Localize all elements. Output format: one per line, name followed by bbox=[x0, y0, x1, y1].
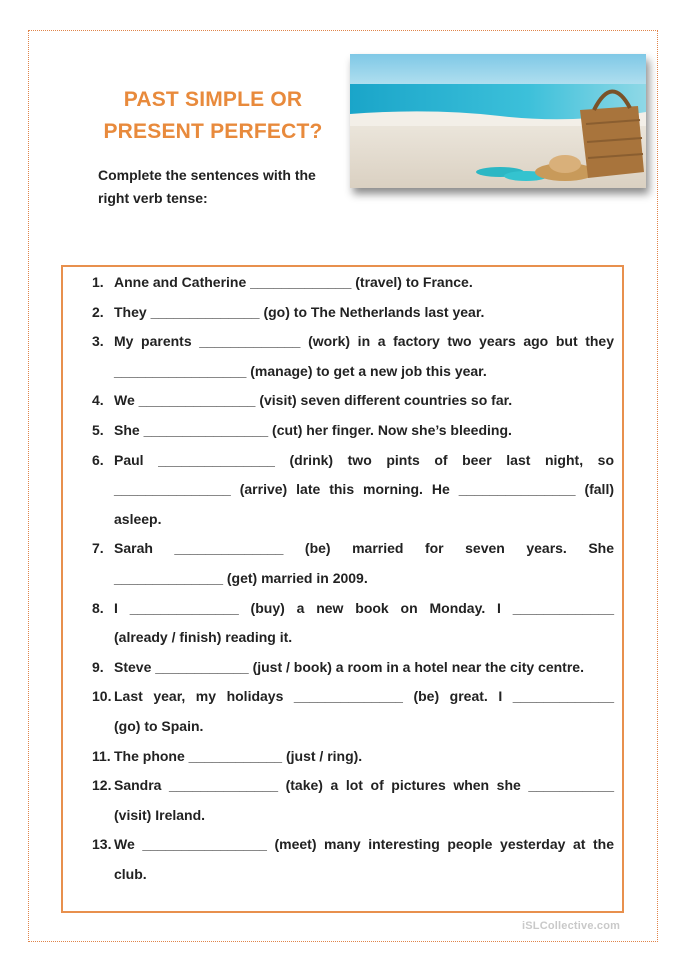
item-text bbox=[114, 298, 614, 328]
exercise-item bbox=[92, 653, 614, 683]
item-number: 1. bbox=[92, 274, 104, 290]
item-line: Last year, my holidays ______________ (be) great. I _____________ bbox=[114, 688, 614, 705]
item-line: (go) to Spain. bbox=[114, 717, 204, 734]
item-line: We ________________ (meet) many interesting people yesterday at the bbox=[114, 836, 614, 853]
exercise-item bbox=[92, 298, 614, 328]
item-line: club. bbox=[114, 865, 147, 882]
item-line: I ______________ (buy) a new book on Monday. I _____________ bbox=[114, 599, 614, 616]
item-number: 2. bbox=[92, 303, 104, 320]
exercise-item bbox=[92, 771, 614, 830]
item-line: The phone ____________ (just / ring). bbox=[114, 747, 363, 764]
exercise-item bbox=[92, 682, 614, 741]
item-number: 5. bbox=[92, 421, 104, 438]
item-line: asleep. bbox=[114, 510, 162, 527]
item-line: Sandra ______________ (take) a lot of pictures when she ___________ bbox=[114, 777, 614, 794]
item-number: 10. bbox=[92, 688, 112, 705]
item-text bbox=[114, 327, 614, 386]
item-text bbox=[114, 830, 614, 889]
item-number: 6. bbox=[92, 451, 104, 468]
item-number: 8. bbox=[92, 599, 104, 616]
item-line: She ________________ (cut) her finger. Now she’s bleeding. bbox=[114, 421, 512, 438]
exercise-item bbox=[92, 327, 614, 386]
exercise-item bbox=[92, 830, 614, 889]
item-text bbox=[114, 594, 614, 653]
item-number: 4. bbox=[92, 392, 104, 409]
item-number: 9. bbox=[92, 658, 104, 675]
item-text bbox=[114, 682, 614, 741]
item-line: We _______________ (visit) seven different countries so far. bbox=[114, 392, 513, 409]
beach-photo bbox=[350, 54, 646, 188]
item-number: 11. bbox=[92, 747, 111, 764]
item-number: 3. bbox=[92, 333, 104, 350]
item-line: _______________ (arrive) late this morning. He _______________ (fall) bbox=[114, 481, 614, 498]
item-line: My parents _____________ (work) in a factory two years ago but they bbox=[114, 333, 614, 350]
exercise-item bbox=[92, 742, 614, 772]
exercise-item bbox=[92, 268, 614, 298]
item-line: Anne and Catherine _____________ (travel) to France. bbox=[114, 274, 473, 290]
exercise-item bbox=[92, 416, 614, 446]
item-line: (visit) Ireland. bbox=[114, 806, 206, 823]
item-text bbox=[114, 534, 614, 593]
worksheet-title: PAST SIMPLE OR PRESENT PERFECT? bbox=[103, 88, 323, 143]
item-text bbox=[114, 653, 614, 683]
item-text bbox=[114, 416, 614, 446]
item-line: They ______________ (go) to The Netherlands last year. bbox=[114, 303, 485, 320]
item-text bbox=[114, 268, 614, 298]
item-number: 7. bbox=[92, 540, 104, 557]
item-text bbox=[114, 386, 614, 416]
exercise-item bbox=[92, 446, 614, 535]
item-number: 13. bbox=[92, 836, 112, 853]
beach-image bbox=[350, 54, 646, 188]
item-line: ______________ (get) married in 2009. bbox=[114, 569, 368, 586]
item-line: Paul _______________ (drink) two pints of beer last night, so bbox=[114, 451, 614, 468]
item-line: Sarah ______________ (be) married for seven years. She bbox=[114, 540, 614, 557]
item-line: Steve ____________ (just / book) a room in a hotel near the city centre. bbox=[114, 658, 584, 675]
item-text bbox=[114, 446, 614, 535]
item-line: (already / finish) reading it. bbox=[114, 629, 293, 646]
exercise-item bbox=[92, 386, 614, 416]
exercise-item bbox=[92, 534, 614, 593]
item-line: _________________ (manage) to get a new job this year. bbox=[114, 362, 487, 379]
watermark: iSLCollective.com bbox=[522, 920, 621, 932]
item-number: 12. bbox=[92, 777, 112, 794]
item-text bbox=[114, 771, 614, 830]
exercise-item bbox=[92, 594, 614, 653]
exercise-list bbox=[92, 268, 614, 889]
instructions: Complete the sentences with the right verb tense: bbox=[98, 167, 316, 206]
item-text bbox=[114, 742, 614, 772]
